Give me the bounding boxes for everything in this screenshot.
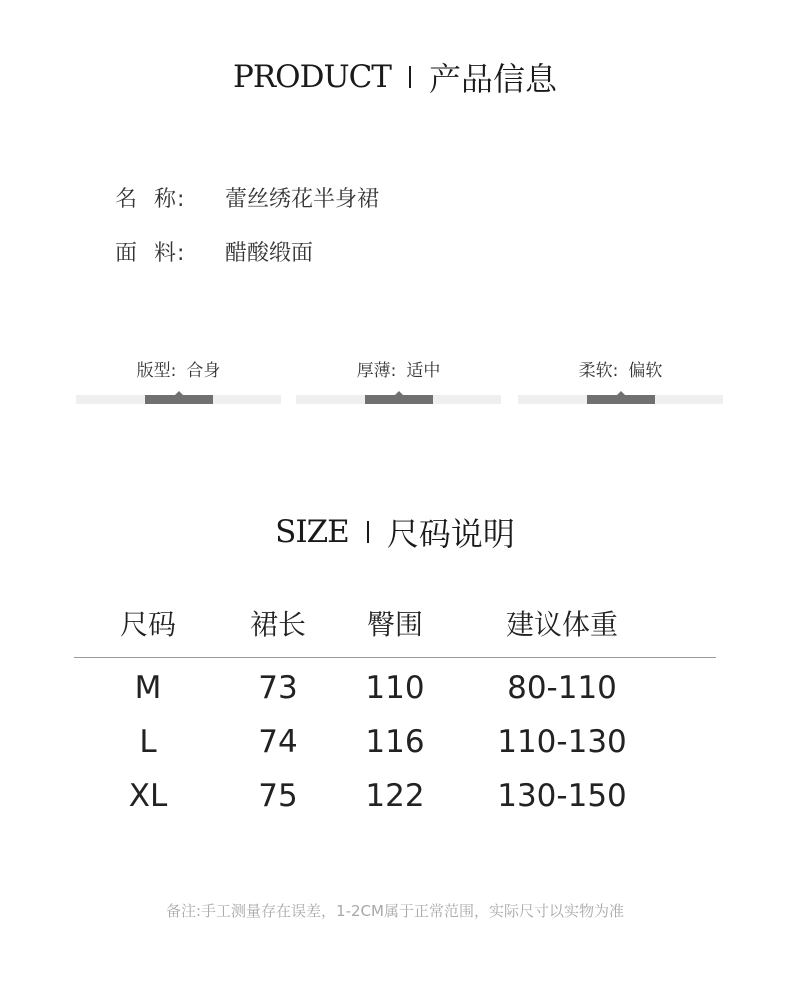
table-header-size: 尺码 (119, 608, 176, 641)
product-heading-zh: 产品信息 (428, 60, 557, 98)
info-row-fabric (115, 236, 313, 266)
table-header-length: 裙长 (249, 608, 306, 641)
indicator-label: 厚薄: (356, 360, 397, 381)
table-cell: 122 (365, 778, 425, 814)
table-cell: 110-130 (497, 724, 627, 760)
indicator-label: 版型: (136, 360, 177, 381)
measurement-note: 备注:手工测量存在误差，1-2CM属于正常范围，实际尺寸以实物为准 (166, 902, 624, 920)
info-value: 醋酸缎面 (225, 240, 314, 266)
table-cell: 74 (258, 724, 298, 760)
product-heading (0, 55, 790, 99)
indicator-pointer-icon (616, 391, 626, 396)
indicator-label: 柔软: (578, 360, 619, 381)
table-cell: M (134, 670, 162, 706)
table-cell: 73 (258, 670, 298, 706)
table-cell: 116 (365, 724, 425, 760)
indicator-pointer-icon (174, 391, 184, 396)
table-cell: XL (128, 778, 168, 814)
info-row-name (115, 182, 379, 212)
indicator-fit (76, 355, 281, 405)
info-label: 面 料: (115, 240, 186, 266)
size-heading-zh: 尺码说明 (386, 515, 515, 553)
product-heading-en: PRODUCT (232, 59, 391, 95)
size-heading (0, 510, 790, 554)
table-header-weight: 建议体重 (505, 608, 618, 641)
table-cell: 110 (365, 670, 425, 706)
heading-divider (409, 66, 411, 88)
indicator-value: 适中 (406, 360, 441, 381)
indicator-pointer-icon (394, 391, 404, 396)
indicator-value: 合身 (186, 360, 221, 381)
indicator-softness (518, 355, 723, 405)
indicator-level (587, 395, 655, 404)
info-value: 蕾丝绣花半身裙 (225, 186, 380, 212)
table-header-hip: 臀围 (366, 608, 423, 641)
table-cell: 80-110 (507, 670, 617, 706)
info-label: 名 称: (115, 186, 186, 212)
heading-divider (367, 521, 369, 543)
size-heading-en: SIZE (275, 514, 349, 550)
indicator-level (365, 395, 433, 404)
table-divider (74, 657, 716, 658)
table-cell: L (139, 724, 157, 760)
table-cell: 130-150 (497, 778, 627, 814)
indicator-level (145, 395, 213, 404)
indicator-thickness (296, 355, 501, 405)
indicator-value: 偏软 (628, 360, 663, 381)
table-cell: 75 (258, 778, 298, 814)
